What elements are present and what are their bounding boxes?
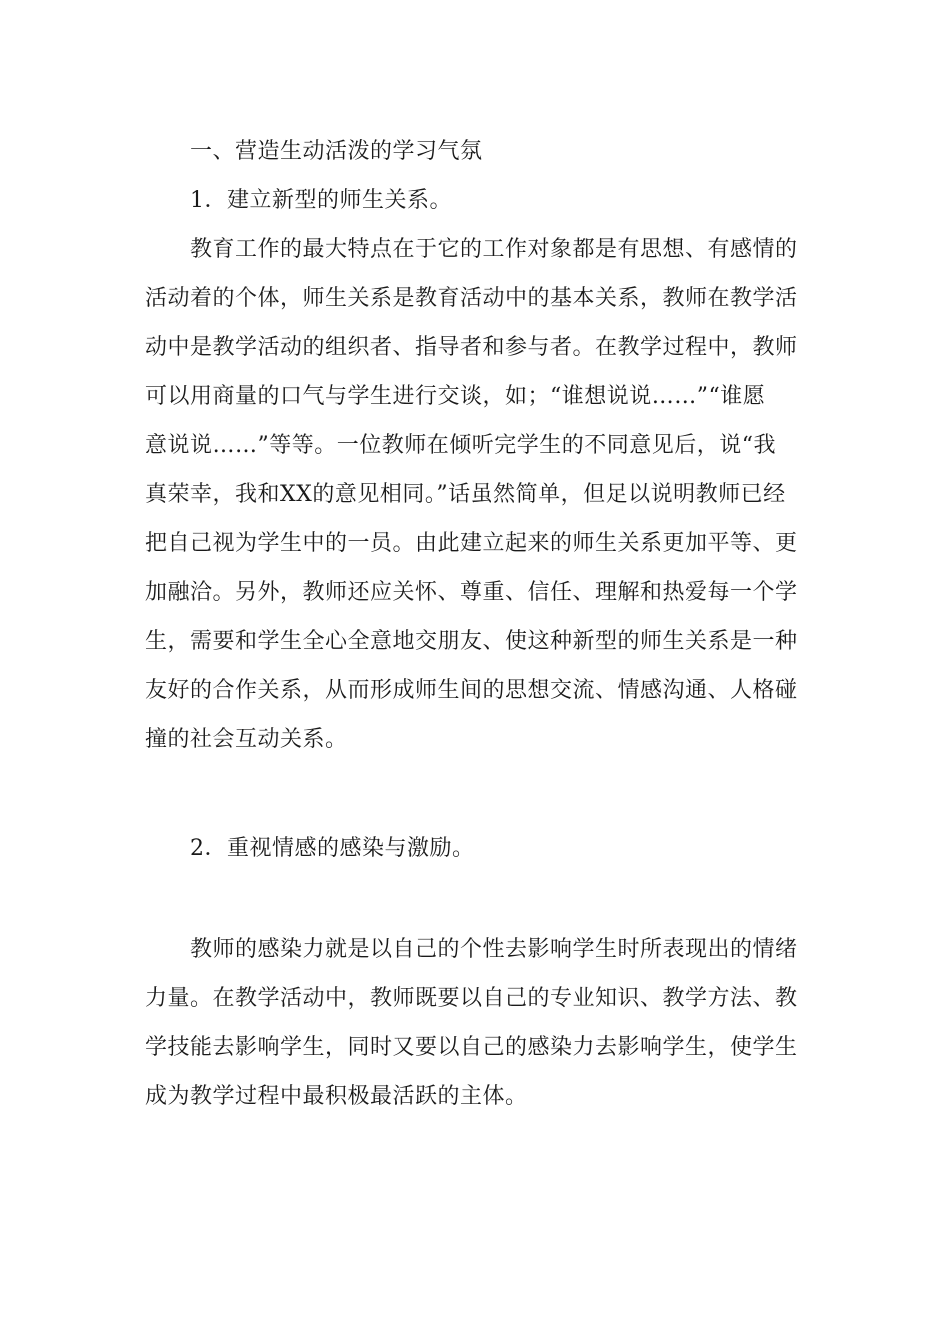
paragraph-1-line: 动中是教学活动的组织者、指导者和参与者。在教学过程中，教师: [145, 335, 798, 360]
paragraph-1-line: 活动着的个体，师生关系是教育活动中的基本关系，教师在教学活: [145, 286, 798, 311]
subheading-emotional-influence: 2．重视情感的感染与激励。: [190, 836, 475, 861]
paragraph-1-line: 加融洽。另外，教师还应关怀、尊重、信任、理解和热爱每一个学: [145, 580, 798, 605]
paragraph-2-line: 成为教学过程中最积极最活跃的主体。: [145, 1084, 528, 1109]
paragraph-1-line: 友好的合作关系，从而形成师生间的思想交流、情感沟通、人格碰: [145, 678, 798, 703]
paragraph-1-line: 真荣幸，我和XX的意见相同。”话虽然简单，但足以说明教师已经: [145, 482, 786, 507]
paragraph-1-line: 撞的社会互动关系。: [145, 727, 348, 752]
paragraph-1-line: 把自己视为学生中的一员。由此建立起来的师生关系更加平等、更: [145, 531, 798, 556]
section-heading: 一、营造生动活泼的学习气氛: [190, 139, 483, 164]
paragraph-2-line: 教师的感染力就是以自己的个性去影响学生时所表现出的情绪: [190, 937, 798, 962]
paragraph-2-line: 力量。在教学活动中，教师既要以自己的专业知识、教学方法、教: [145, 986, 798, 1011]
paragraph-2-line: 学技能去影响学生，同时又要以自己的感染力去影响学生，使学生: [145, 1035, 798, 1060]
paragraph-1-line: 教育工作的最大特点在于它的工作对象都是有思想、有感情的: [190, 237, 798, 262]
paragraph-1-line: 生，需要和学生全心全意地交朋友、使这种新型的师生关系是一种: [145, 629, 798, 654]
paragraph-1-line: 意说说……”等等。一位教师在倾听完学生的不同意见后，说“我: [145, 433, 776, 458]
paragraph-1-line: 可以用商量的口气与学生进行交谈，如；“谁想说说……”“谁愿: [145, 384, 766, 409]
subheading-teacher-student-relationship: 1．建立新型的师生关系。: [190, 188, 452, 213]
